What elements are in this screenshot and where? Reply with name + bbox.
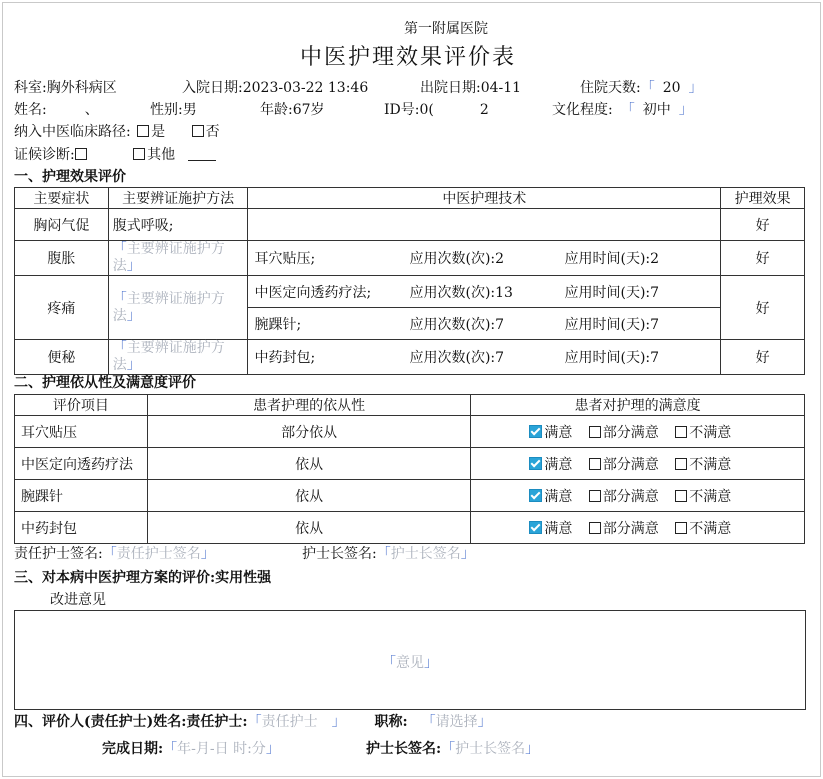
satisfaction-cell xyxy=(471,448,805,480)
admit-date-value: 2023-03-22 13:46 xyxy=(242,80,369,96)
final-head-nurse-signature-input[interactable]: 护士长签名 xyxy=(455,741,526,757)
unsatisfied-checkbox[interactable] xyxy=(675,426,687,438)
table-row xyxy=(15,512,805,544)
head-nurse-signature-input[interactable]: 护士长签名 xyxy=(390,546,461,562)
title-select[interactable]: 请选择 xyxy=(435,714,478,730)
table-row xyxy=(15,480,805,512)
technique-count: 应用次数(次):2 xyxy=(409,251,505,267)
partly-satisfied-checkbox[interactable] xyxy=(589,426,601,438)
partly-satisfied-checkbox[interactable] xyxy=(589,522,601,534)
bracket-open: 「 xyxy=(640,80,655,96)
form-title: 中医护理效果评价表 xyxy=(300,45,517,70)
compliance-cell: 依从 xyxy=(147,448,471,480)
pathway-label: 纳入中医临床路径: xyxy=(14,124,131,140)
bracket-open: 「 xyxy=(247,714,262,730)
unsatisfied-label: 不满意 xyxy=(689,488,732,505)
age-value: 67岁 xyxy=(292,102,325,118)
symptom-cell: 腹胀 xyxy=(15,241,109,276)
table-row xyxy=(15,416,805,448)
method-placeholder-text: 主要辨证施护方法 xyxy=(112,290,225,324)
satisfaction-cell xyxy=(471,416,805,448)
technique-cell xyxy=(248,209,721,241)
diagnosis-field xyxy=(14,146,216,164)
technique-name: 中药封包; xyxy=(254,350,316,366)
nurse-signature-label: 责任护士签名: xyxy=(14,546,103,562)
education-value[interactable]: 初中 xyxy=(642,102,671,118)
technique-days: 应用时间(天):7 xyxy=(564,350,660,366)
technique-days: 应用时间(天):7 xyxy=(564,316,660,333)
satisfied-checkbox[interactable] xyxy=(529,457,542,470)
symptom-cell: 便秘 xyxy=(15,340,109,375)
opinion-textarea[interactable] xyxy=(14,610,806,710)
item-cell: 中药封包 xyxy=(15,512,148,544)
name-value: 、 xyxy=(84,102,99,118)
satisfaction-table xyxy=(14,394,805,544)
bracket-close: 」 xyxy=(678,102,693,118)
table-row xyxy=(15,448,805,480)
partly-satisfied-label: 部分满意 xyxy=(602,424,659,441)
header-symptom: 主要症状 xyxy=(15,188,109,209)
item-cell: 腕踝针 xyxy=(15,480,148,512)
technique-count: 应用次数(次):7 xyxy=(409,316,505,333)
method-cell[interactable]: 腹式呼吸; xyxy=(108,209,248,241)
id-label: ID号: xyxy=(384,102,420,118)
bracket-open: 「 xyxy=(102,546,117,562)
id-value-tail: 2 xyxy=(479,102,489,118)
technique-item xyxy=(248,314,720,334)
diagnosis-checkbox[interactable] xyxy=(75,148,87,160)
unsatisfied-checkbox[interactable] xyxy=(675,458,687,470)
bracket-close: 」 xyxy=(688,80,703,96)
diagnosis-other-label: 其他 xyxy=(147,147,176,163)
partly-satisfied-label: 部分满意 xyxy=(602,456,659,473)
compliance-cell: 依从 xyxy=(147,512,471,544)
satisfied-label: 满意 xyxy=(544,520,573,537)
effect-cell: 好 xyxy=(721,276,805,340)
header-technique: 中医护理技术 xyxy=(248,188,721,209)
bracket-close: 」 xyxy=(477,714,492,730)
method-placeholder-text: 主要辨证施护方法 xyxy=(112,241,225,274)
head-nurse-signature-label: 护士长签名: xyxy=(302,546,377,562)
technique-item xyxy=(248,347,720,367)
completion-date-field xyxy=(102,740,280,758)
bracket-open: 「 xyxy=(421,714,436,730)
id-value: 0( xyxy=(419,102,434,118)
department-field xyxy=(14,79,117,97)
technique-name: 耳穴贴压; xyxy=(254,251,316,267)
satisfaction-cell xyxy=(471,512,805,544)
section3-heading: 三、对本病中医护理方案的评价:实用性强 xyxy=(14,570,272,586)
diagnosis-label: 证候诊断: xyxy=(14,147,75,163)
department-value: 胸外科病区 xyxy=(46,80,117,96)
technique-item xyxy=(248,282,720,302)
table-row xyxy=(15,276,805,308)
stay-days-label: 住院天数: xyxy=(580,80,641,96)
section1-heading: 一、护理效果评价 xyxy=(14,169,126,185)
name-label: 姓名: xyxy=(14,102,47,118)
diagnosis-other-checkbox[interactable] xyxy=(133,148,145,160)
technique-days: 应用时间(天):7 xyxy=(564,284,660,301)
opinion-placeholder-text: 意见 xyxy=(396,655,424,671)
final-head-nurse-signature-label: 护士长签名: xyxy=(366,741,442,757)
header-compliance: 患者护理的依从性 xyxy=(147,395,471,416)
technique-cell xyxy=(248,241,721,276)
age-label: 年龄: xyxy=(260,102,293,118)
bracket-close: 」 xyxy=(265,741,280,757)
method-placeholder[interactable]: 「主要辨证施护方法」 xyxy=(108,241,248,276)
bracket-close: 」 xyxy=(460,546,475,562)
technique-item xyxy=(248,248,720,268)
education-field[interactable] xyxy=(552,101,693,119)
partly-satisfied-checkbox[interactable] xyxy=(589,458,601,470)
effect-table xyxy=(14,187,805,375)
discharge-date-field xyxy=(420,79,521,97)
nurse-signature-field[interactable] xyxy=(14,545,215,563)
bracket-close: 」 xyxy=(200,546,215,562)
partly-satisfied-checkbox[interactable] xyxy=(589,490,601,502)
unsatisfied-checkbox[interactable] xyxy=(675,490,687,502)
head-nurse-signature-field[interactable] xyxy=(302,545,475,563)
table-row xyxy=(15,209,805,241)
satisfaction-cell xyxy=(471,480,805,512)
admit-date-field xyxy=(182,79,368,97)
satisfied-checkbox[interactable] xyxy=(529,521,542,534)
partly-satisfied-label: 部分满意 xyxy=(602,520,659,537)
sex-value: 男 xyxy=(182,102,197,118)
satisfied-label: 满意 xyxy=(544,488,573,505)
evaluator-name-input[interactable]: 责任护士 xyxy=(261,714,318,730)
nurse-signature-input[interactable]: 责任护士签名 xyxy=(116,546,201,562)
discharge-date-value: 04-11 xyxy=(480,80,522,96)
method-placeholder[interactable]: 「主要辨证施护方法」 xyxy=(108,340,248,375)
bracket-open: 「 xyxy=(441,741,456,757)
education-label: 文化程度: xyxy=(552,102,613,118)
effect-cell: 好 xyxy=(721,209,805,241)
compliance-cell: 部分依从 xyxy=(147,416,471,448)
bracket-open: 「 xyxy=(620,102,635,118)
symptom-cell: 疼痛 xyxy=(15,276,109,340)
opinion-placeholder: 「意见」 xyxy=(382,655,438,671)
technique-cell xyxy=(248,276,721,308)
completion-date-label: 完成日期: xyxy=(102,741,164,757)
unsatisfied-label: 不满意 xyxy=(689,424,732,441)
effect-cell: 好 xyxy=(721,340,805,375)
sex-field xyxy=(150,101,197,119)
section2-heading: 二、护理依从性及满意度评价 xyxy=(14,375,196,391)
satisfied-checkbox[interactable] xyxy=(529,489,542,502)
stay-days-value[interactable]: 20 xyxy=(662,80,681,96)
effect-cell: 好 xyxy=(721,241,805,276)
title-label: 职称: xyxy=(374,714,408,730)
stay-days-field[interactable] xyxy=(580,79,703,97)
unsatisfied-label: 不满意 xyxy=(689,456,732,473)
final-head-nurse-signature-field xyxy=(366,740,539,758)
hospital-name: 第一附属医院 xyxy=(404,21,488,37)
technique-name: 中医定向透药疗法; xyxy=(254,284,372,301)
method-placeholder[interactable]: 「主要辨证施护方法」 xyxy=(108,276,248,340)
pathway-yes-checkbox[interactable] xyxy=(137,125,149,137)
section4-heading: 四、评价人(责任护士)姓名:责任护士: xyxy=(14,714,248,730)
unsatisfied-checkbox[interactable] xyxy=(675,522,687,534)
improve-label: 改进意见 xyxy=(50,592,106,608)
bracket-close: 」 xyxy=(331,714,346,730)
item-cell: 耳穴贴压 xyxy=(15,416,148,448)
bracket-open: 「 xyxy=(163,741,178,757)
partly-satisfied-label: 部分满意 xyxy=(602,488,659,505)
technique-cell xyxy=(248,340,721,375)
effect-table-header xyxy=(15,188,805,209)
bracket-close: 」 xyxy=(525,741,540,757)
table-row xyxy=(15,340,805,375)
header-satisfaction: 患者对护理的满意度 xyxy=(471,395,805,416)
pathway-yes-label: 是 xyxy=(151,124,166,140)
item-cell: 中医定向透药疗法 xyxy=(15,448,148,480)
satisfied-checkbox[interactable] xyxy=(529,425,542,438)
header-item: 评价项目 xyxy=(15,395,148,416)
satisfied-label: 满意 xyxy=(544,424,573,441)
id-field xyxy=(384,101,489,119)
table-row xyxy=(15,241,805,276)
diagnosis-other-line[interactable] xyxy=(188,147,216,161)
name-field xyxy=(14,101,99,119)
bracket-open: 「 xyxy=(376,546,391,562)
admit-date-label: 入院日期: xyxy=(182,80,243,96)
header-effect: 护理效果 xyxy=(721,188,805,209)
technique-count: 应用次数(次):13 xyxy=(409,284,513,301)
symptom-cell: 胸闷气促 xyxy=(15,209,109,241)
completion-date-input[interactable]: 年-月-日 时:分 xyxy=(177,741,266,757)
technique-name: 腕踝针; xyxy=(254,316,302,333)
age-field xyxy=(260,101,325,119)
department-label: 科室: xyxy=(14,80,47,96)
compliance-cell: 依从 xyxy=(147,480,471,512)
satisfied-label: 满意 xyxy=(544,456,573,473)
technique-count: 应用次数(次):7 xyxy=(409,350,505,366)
header-method: 主要辨证施护方法 xyxy=(108,188,248,209)
discharge-date-label: 出院日期: xyxy=(420,80,481,96)
sex-label: 性别: xyxy=(150,102,183,118)
pathway-field xyxy=(14,123,220,141)
method-placeholder-text: 主要辨证施护方法 xyxy=(112,340,225,373)
satisfaction-table-header xyxy=(15,395,805,416)
pathway-no-label: 否 xyxy=(205,124,220,140)
unsatisfied-label: 不满意 xyxy=(689,520,732,537)
pathway-no-checkbox[interactable] xyxy=(192,125,204,137)
technique-cell xyxy=(248,308,721,340)
evaluator-row xyxy=(14,713,492,731)
technique-days: 应用时间(天):2 xyxy=(564,251,660,267)
